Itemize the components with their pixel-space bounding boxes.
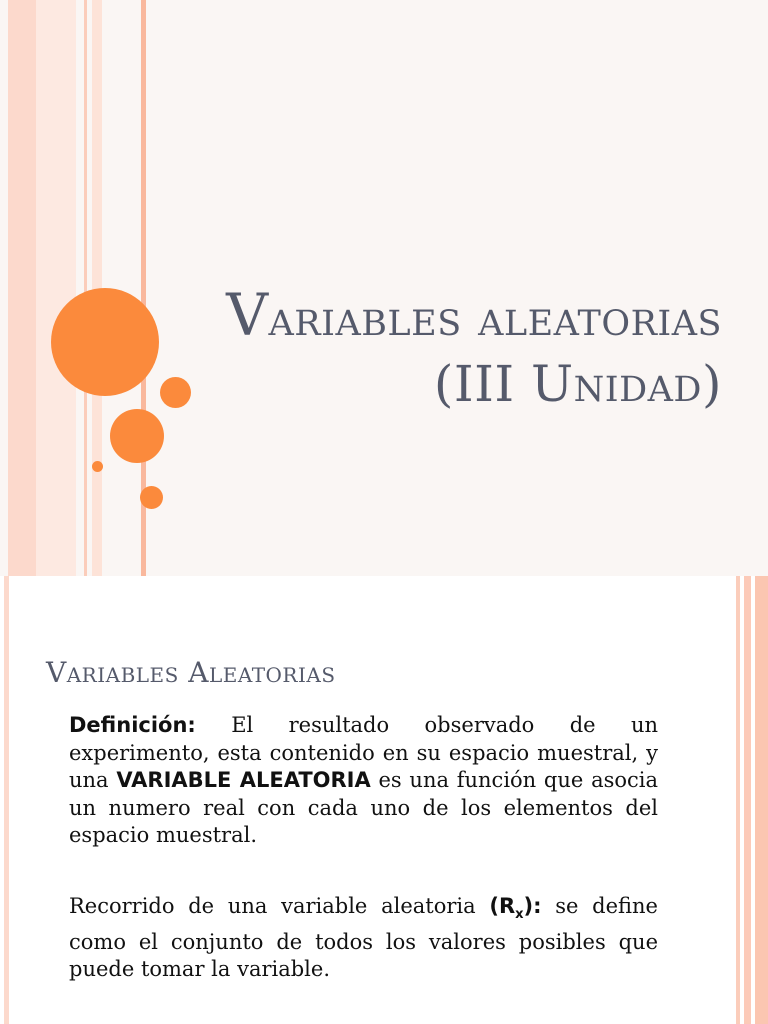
variable-aleatoria-term: VARIABLE ALEATORIA bbox=[116, 768, 371, 792]
tiny-orange-circle bbox=[92, 461, 103, 472]
content-right-stripe-1 bbox=[736, 576, 740, 1024]
definition-paragraph: Definición: El resultado observado de un experimento, esta contenido en su espacio muestral, y una VARIABLE ALEATORIA es una función que asocia un numero real con cada uno de los elementos del espacio muestral. bbox=[69, 713, 659, 847]
definition-term: Definición: bbox=[69, 713, 196, 737]
left-stripe-band bbox=[8, 0, 36, 576]
left-stripe-light bbox=[36, 0, 76, 576]
rx-symbol: $(R_x)$: bbox=[489, 894, 542, 923]
content-left-border bbox=[4, 576, 9, 1024]
bottom-orange-circle bbox=[140, 486, 163, 509]
title-line-1: Variables aleatorias bbox=[226, 281, 722, 349]
left-stripe-thin bbox=[84, 0, 87, 576]
title-line-2: (III Unidad) bbox=[433, 355, 722, 413]
recorrido-paragraph: Recorrido de una variable aleatoria $(R_x)$: se define como el conjunto de todos los valores posibles que puede tomar la variable. bbox=[69, 894, 658, 982]
small-orange-circle bbox=[160, 377, 191, 408]
large-orange-circle bbox=[51, 288, 159, 396]
content-right-stripe-2 bbox=[744, 576, 751, 1024]
content-right-stripe-3 bbox=[755, 576, 768, 1024]
content-heading: Variables Aleatorias bbox=[46, 656, 336, 689]
medium-orange-circle bbox=[110, 409, 164, 463]
content-slide bbox=[0, 576, 768, 1024]
slide-title bbox=[226, 282, 722, 417]
